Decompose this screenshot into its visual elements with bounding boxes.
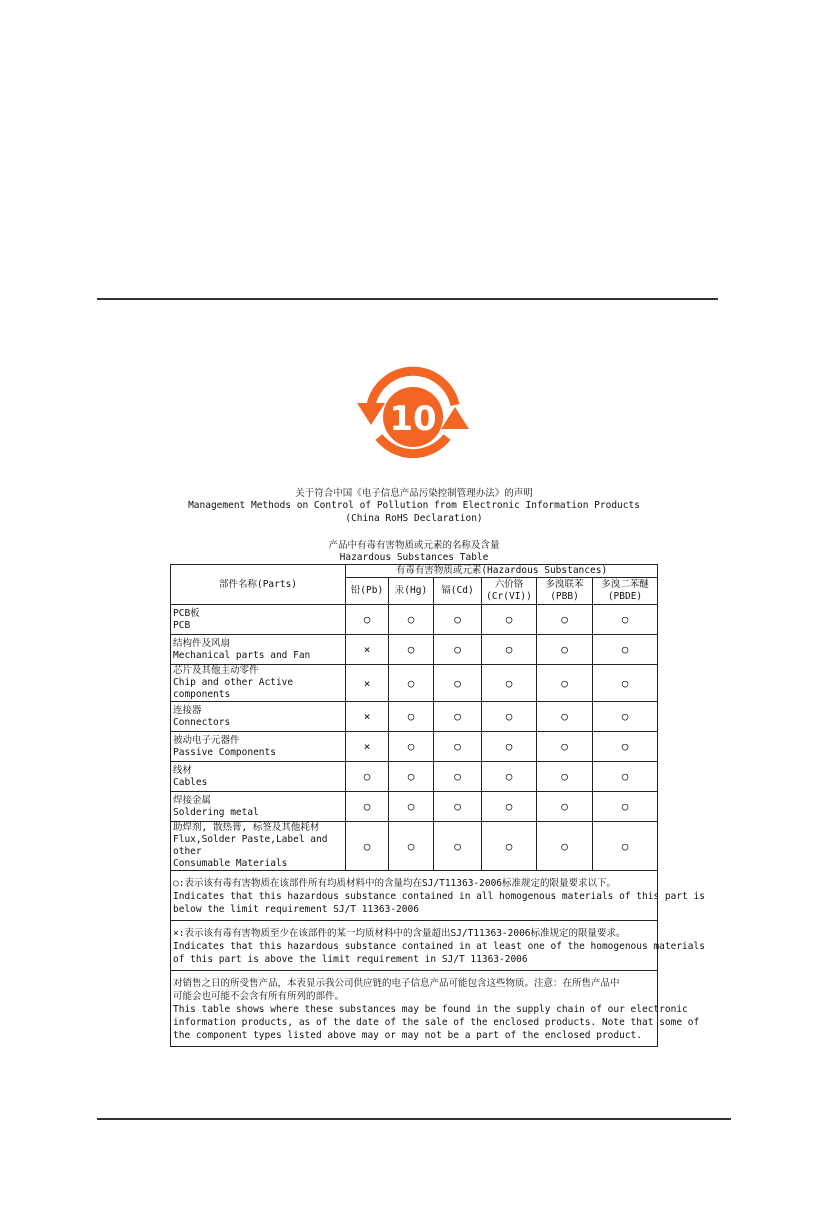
part-name-cell bbox=[171, 635, 346, 665]
compliance-mark: ○ bbox=[537, 792, 593, 822]
substance-column-header bbox=[537, 578, 593, 605]
part-name-cn: PCB板 bbox=[173, 607, 200, 619]
compliance-mark: ○ bbox=[389, 762, 434, 792]
substance-name: 铅(Pb) bbox=[350, 585, 384, 596]
compliance-mark: ○ bbox=[537, 762, 593, 792]
substance-name: 多溴二苯醚 bbox=[601, 579, 649, 590]
compliance-mark: ○ bbox=[346, 792, 389, 822]
compliance-mark: ○ bbox=[346, 822, 389, 871]
note-text: of this part is above the limit requirement in SJ/T 11363-2006 bbox=[173, 954, 528, 965]
substance-symbol: (Cr(VI)) bbox=[486, 591, 532, 602]
note-cell bbox=[171, 971, 700, 1047]
compliance-mark: ○ bbox=[482, 762, 537, 792]
substance-column-header bbox=[434, 578, 482, 605]
compliance-mark: ○ bbox=[593, 792, 658, 822]
note-text: ○:表示该有毒有害物质在该部件所有均质材料中的含量均在SJ/T11363-2006标准规定的限量要求以下。 bbox=[173, 878, 617, 889]
part-name-cn: 助焊剂, 散热膏, 标签及其他耗材 bbox=[173, 822, 320, 833]
compliance-mark: ○ bbox=[593, 822, 658, 871]
note-text: Indicates that this hazardous substance contained in at least one of the homogenous materials bbox=[173, 941, 705, 952]
compliance-mark: ○ bbox=[593, 665, 658, 702]
compliance-mark: × bbox=[346, 702, 389, 732]
part-name-cell bbox=[171, 702, 346, 732]
compliance-mark: ○ bbox=[593, 605, 658, 635]
china-rohs-10-logo bbox=[357, 359, 469, 471]
note-text: Indicates that this hazardous substance contained in all homogenous materials of this part is bbox=[173, 891, 705, 902]
part-name-cell bbox=[171, 605, 346, 635]
note-row bbox=[171, 921, 658, 971]
note-text: 可能会也可能不会含有所有所列的部件。 bbox=[173, 991, 345, 1002]
compliance-mark: ○ bbox=[434, 732, 482, 762]
part-name-en: PCB bbox=[173, 619, 191, 631]
substance-column-header bbox=[482, 578, 537, 605]
part-name-cell bbox=[171, 665, 346, 702]
note-cell bbox=[171, 921, 705, 971]
compliance-mark: ○ bbox=[482, 792, 537, 822]
compliance-mark: ○ bbox=[434, 792, 482, 822]
compliance-mark: ○ bbox=[434, 665, 482, 702]
table-row bbox=[171, 702, 658, 732]
logo-number: 10 bbox=[389, 399, 437, 439]
note-row bbox=[171, 971, 658, 1047]
declaration-subtitle: (China RoHS Declaration) bbox=[345, 513, 483, 524]
compliance-mark: ○ bbox=[593, 635, 658, 665]
compliance-mark: × bbox=[346, 732, 389, 762]
hazardous-substances-table bbox=[170, 564, 705, 1047]
part-name-cell bbox=[171, 762, 346, 792]
compliance-mark: ○ bbox=[537, 635, 593, 665]
compliance-mark: ○ bbox=[593, 732, 658, 762]
substance-name: 多溴联苯 bbox=[545, 579, 584, 590]
part-name-cn: 结构件及风扇 bbox=[173, 637, 231, 649]
substance-symbol: (PBDE) bbox=[607, 591, 643, 602]
compliance-mark: ○ bbox=[537, 702, 593, 732]
note-text: 对销售之日的所受售产品，本表显示我公司供应链的电子信息产品可能包含这些物质。注意：在所售产品中 bbox=[173, 978, 620, 989]
table-row bbox=[171, 792, 658, 822]
table-row bbox=[171, 635, 658, 665]
compliance-mark: ○ bbox=[593, 762, 658, 792]
compliance-mark: ○ bbox=[389, 702, 434, 732]
substance-column-header bbox=[389, 578, 434, 605]
table-title-en: Hazardous Substances Table bbox=[339, 552, 489, 563]
compliance-mark: ○ bbox=[537, 605, 593, 635]
note-row bbox=[171, 871, 658, 921]
compliance-mark: ○ bbox=[389, 822, 434, 871]
compliance-mark: ○ bbox=[482, 702, 537, 732]
declaration-title-cn: 关于符合中国《电子信息产品污染控制管理办法》的声明 bbox=[295, 488, 533, 499]
part-name-cell bbox=[171, 792, 346, 822]
note-text: below the limit requirement SJ/T 11363-2006 bbox=[173, 904, 419, 915]
note-text: This table shows where these substances may be found in the supply chain of our electronic bbox=[173, 1004, 688, 1015]
compliance-mark: × bbox=[346, 665, 389, 702]
compliance-mark: ○ bbox=[482, 732, 537, 762]
substance-name: 镉(Cd) bbox=[441, 585, 474, 596]
part-name-en: Mechanical parts and Fan bbox=[173, 649, 311, 661]
top-divider bbox=[97, 298, 718, 300]
table-title-cn: 产品中有毒有害物质或元素的名称及含量 bbox=[328, 540, 500, 551]
compliance-mark: ○ bbox=[537, 822, 593, 871]
bottom-divider bbox=[97, 1118, 731, 1120]
parts-column-header: 部件名称(Parts) bbox=[171, 565, 346, 605]
compliance-mark: ○ bbox=[346, 762, 389, 792]
part-name-en: Passive Components bbox=[173, 746, 276, 758]
compliance-mark: ○ bbox=[434, 702, 482, 732]
part-name-cell bbox=[171, 732, 346, 762]
part-name-en2: Consumable Materials bbox=[173, 858, 288, 869]
part-name-en: Chip and other Active components bbox=[173, 677, 294, 700]
table-row bbox=[171, 605, 658, 635]
substance-name: 六价铬 bbox=[494, 579, 524, 590]
part-name-en: Connectors bbox=[173, 716, 231, 728]
table-row bbox=[171, 665, 658, 702]
note-cell bbox=[171, 871, 705, 921]
substances-group-header: 有毒有害物质或元素(Hazardous Substances) bbox=[346, 565, 658, 578]
compliance-mark: ○ bbox=[389, 792, 434, 822]
compliance-mark: ○ bbox=[434, 635, 482, 665]
compliance-mark: ○ bbox=[389, 665, 434, 702]
compliance-mark: ○ bbox=[346, 605, 389, 635]
compliance-mark: × bbox=[346, 635, 389, 665]
compliance-mark: ○ bbox=[482, 635, 537, 665]
table-row bbox=[171, 732, 658, 762]
substance-column-header bbox=[593, 578, 658, 605]
compliance-mark: ○ bbox=[389, 732, 434, 762]
compliance-mark: ○ bbox=[482, 665, 537, 702]
part-name-cn: 线材 bbox=[173, 764, 193, 776]
note-text: the component types listed above may or may not be a part of the enclosed product. bbox=[173, 1030, 642, 1041]
compliance-mark: ○ bbox=[434, 822, 482, 871]
part-name-en: Flux,Solder Paste,Label and other bbox=[173, 834, 328, 857]
part-name-cn: 焊接金属 bbox=[173, 794, 212, 806]
declaration-title-en: Management Methods on Control of Pollution from Electronic Information Products bbox=[188, 500, 640, 511]
compliance-mark: ○ bbox=[434, 605, 482, 635]
compliance-mark: ○ bbox=[482, 822, 537, 871]
substance-symbol: (PBB) bbox=[550, 591, 579, 602]
compliance-mark: ○ bbox=[537, 732, 593, 762]
compliance-mark: ○ bbox=[482, 605, 537, 635]
part-name-cn: 被动电子元器件 bbox=[173, 734, 240, 746]
compliance-mark: ○ bbox=[389, 605, 434, 635]
substance-column-header bbox=[346, 578, 389, 605]
compliance-mark: ○ bbox=[537, 665, 593, 702]
compliance-mark: ○ bbox=[593, 702, 658, 732]
table-row bbox=[171, 822, 658, 871]
part-name-en: Soldering metal bbox=[173, 806, 259, 818]
compliance-mark: ○ bbox=[389, 635, 434, 665]
part-name-cell bbox=[171, 822, 346, 871]
part-name-en: Cables bbox=[173, 776, 208, 788]
table-row bbox=[171, 762, 658, 792]
compliance-mark: ○ bbox=[434, 762, 482, 792]
part-name-cn: 芯片及其他主动零件 bbox=[173, 665, 259, 676]
note-text: information products, as of the date of the sale of the enclosed products. Note that some of bbox=[173, 1017, 700, 1028]
substance-name: 汞(Hg) bbox=[394, 585, 428, 596]
note-text: ×:表示该有毒有害物质至少在该部件的某一均质材料中的含量超出SJ/T11363-2006标准规定的限量要求。 bbox=[173, 928, 626, 939]
part-name-cn: 连接器 bbox=[173, 704, 202, 716]
